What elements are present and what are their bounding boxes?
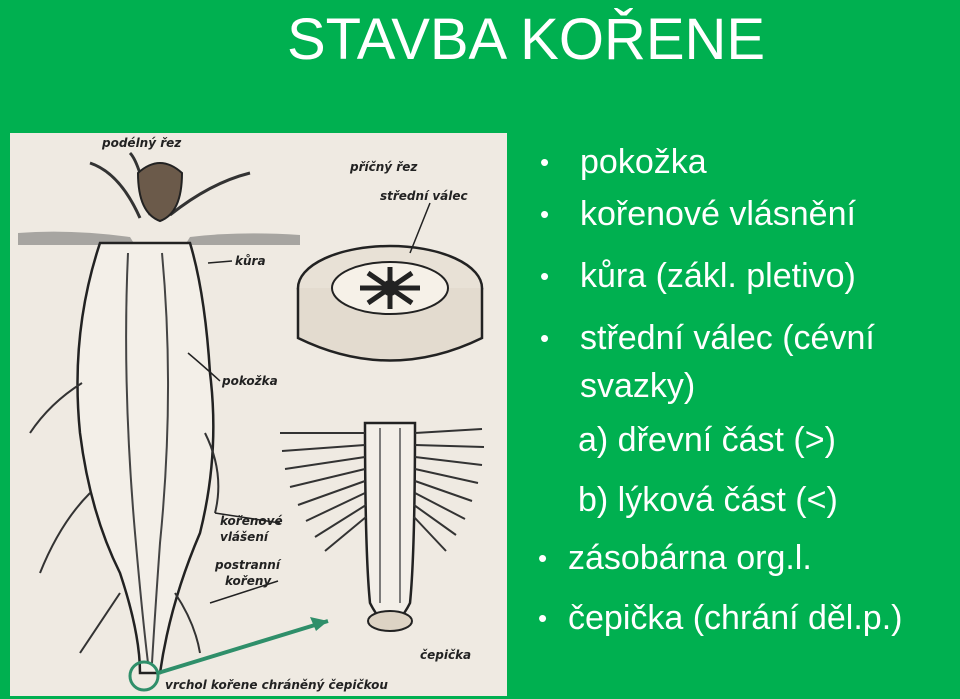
bullet-dot-icon: • xyxy=(540,323,550,353)
bullet-dot-icon: • xyxy=(538,603,548,633)
label-longitudinal: podélný řez xyxy=(102,136,182,150)
stele-pointer xyxy=(410,203,430,253)
lateral-root-5 xyxy=(175,593,200,653)
label-lateral-1: postranní xyxy=(215,558,280,572)
bullet-item: • kůra (zákl. pletivo) xyxy=(540,257,856,295)
label-stele: střední válec xyxy=(380,189,468,203)
bullet-dot-icon: • xyxy=(538,543,548,573)
label-cross: příčný řez xyxy=(350,160,418,174)
cortex-pointer xyxy=(208,261,232,263)
stele-xylem-arms xyxy=(360,267,420,309)
bullet-item: • kořenové vlásnění xyxy=(540,195,856,233)
tip-arrow-line xyxy=(158,621,328,673)
label-root-hairs-1: kořenové xyxy=(220,514,283,528)
label-cortex: kůra xyxy=(235,254,266,268)
tip-section-body xyxy=(365,423,415,623)
soil-strip-right xyxy=(185,233,300,245)
sub-item-xylem: a) dřevní část (>) xyxy=(578,421,836,459)
label-cap: čepička xyxy=(420,648,472,662)
label-root-hairs-2: vlášení xyxy=(220,530,268,544)
label-epidermis: pokožka xyxy=(222,374,278,388)
leaf-stem-1 xyxy=(90,163,140,218)
root-cap-shape xyxy=(368,611,412,631)
bullet-dot-icon: • xyxy=(540,261,550,291)
slide-title: STAVBA KOŘENE xyxy=(287,7,766,72)
bullet-item: • pokožka xyxy=(540,143,707,181)
root-hairs-left xyxy=(280,433,366,551)
sub-item-phloem: b) lýková část (<) xyxy=(578,481,838,519)
main-root-body xyxy=(78,243,214,673)
bullet-item: • zásobárna org.l. xyxy=(538,539,812,577)
lateral-root-4 xyxy=(80,593,120,653)
bullet-item: • čepička (chrání děl.p.) xyxy=(538,599,903,637)
root-diagram-svg xyxy=(10,133,507,696)
bullet-item: • střední válec (cévní xyxy=(540,319,875,357)
bullet-dot-icon: • xyxy=(540,147,550,177)
lateral-root-1 xyxy=(30,383,82,433)
label-lateral-2: kořeny xyxy=(225,574,272,588)
root-hairs-right xyxy=(414,429,484,551)
bullet-dot-icon: • xyxy=(540,199,550,229)
bullet-continuation: svazky) xyxy=(580,367,696,405)
lateral-root-2 xyxy=(40,493,90,573)
root-structure-illustration xyxy=(10,133,507,696)
label-tip-caption: vrchol kořene chráněný čepičkou xyxy=(165,678,388,692)
